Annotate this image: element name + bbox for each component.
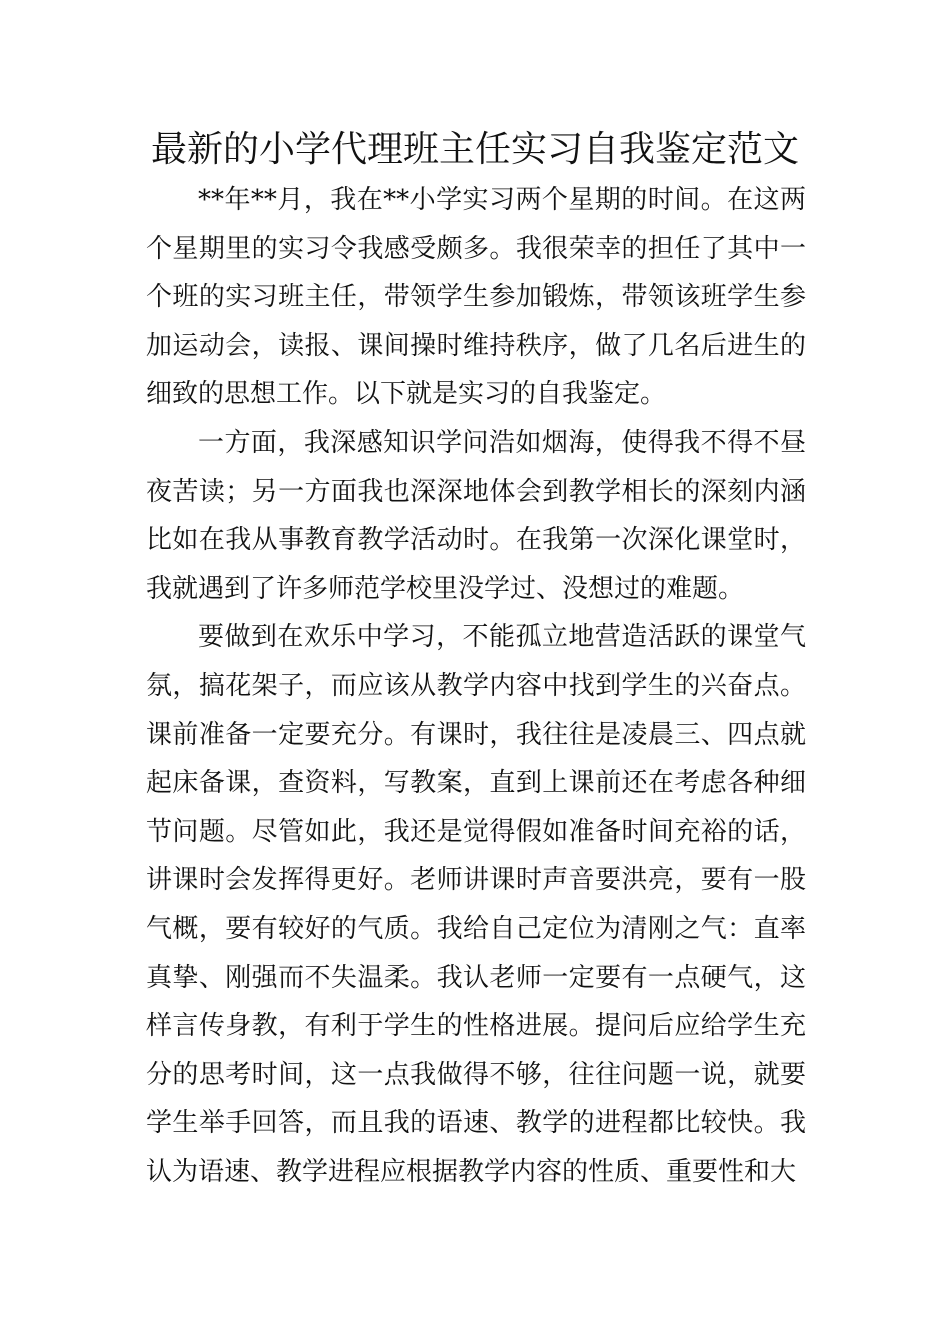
paragraph-2: 一方面，我深感知识学问浩如烟海，使得我不得不昼夜苦读；另一方面我也深深地体会到教学相长的深刻内涵比如在我从事教育教学活动时。在我第一次深化课堂时，我就遇到了许多师范学校里没学过、没想过的难题。 — [146, 427, 806, 604]
paragraph-3: 要做到在欢乐中学习，不能孤立地营造活跃的课堂气氛，搞花架子，而应该从教学内容中找到学生的兴奋点。课前准备一定要充分。有课时，我往往是凌晨三、四点就起床备课，查资料，写教案，直到上课前还在考虑各种细节问题。尽管如此，我还是觉得假如准备时间充裕的话，讲课时会发挥得更好。老师讲课时声音要洪亮，要有一股气概，要有较好的气质。我给自己定位为清刚之气：直率真挚、刚强而不失温柔。我认老师一定要有一点硬气，这样言传身教，有利于学生的性格进展。提问后应给学生充分的思考时间，这一点我做得不够，往往问题一说，就要学生举手回答，而且我的语速、教学的进程都比较快。我认为语速、教学进程应根据教学内容的性质、重要性和大 — [146, 622, 806, 1187]
document-body — [146, 176, 806, 1196]
paragraph-1: **年**月，我在**小学实习两个星期的时间。在这两个星期里的实习令我感受颇多。我很荣幸的担任了其中一个班的实习班主任，带领学生参加锻炼，带领该班学生参加运动会，读报、课间操时维持秩序，做了几名后进生的细致的思想工作。以下就是实习的自我鉴定。 — [146, 185, 806, 410]
document-title: 最新的小学代理班主任实习自我鉴定范文 — [150, 129, 799, 170]
